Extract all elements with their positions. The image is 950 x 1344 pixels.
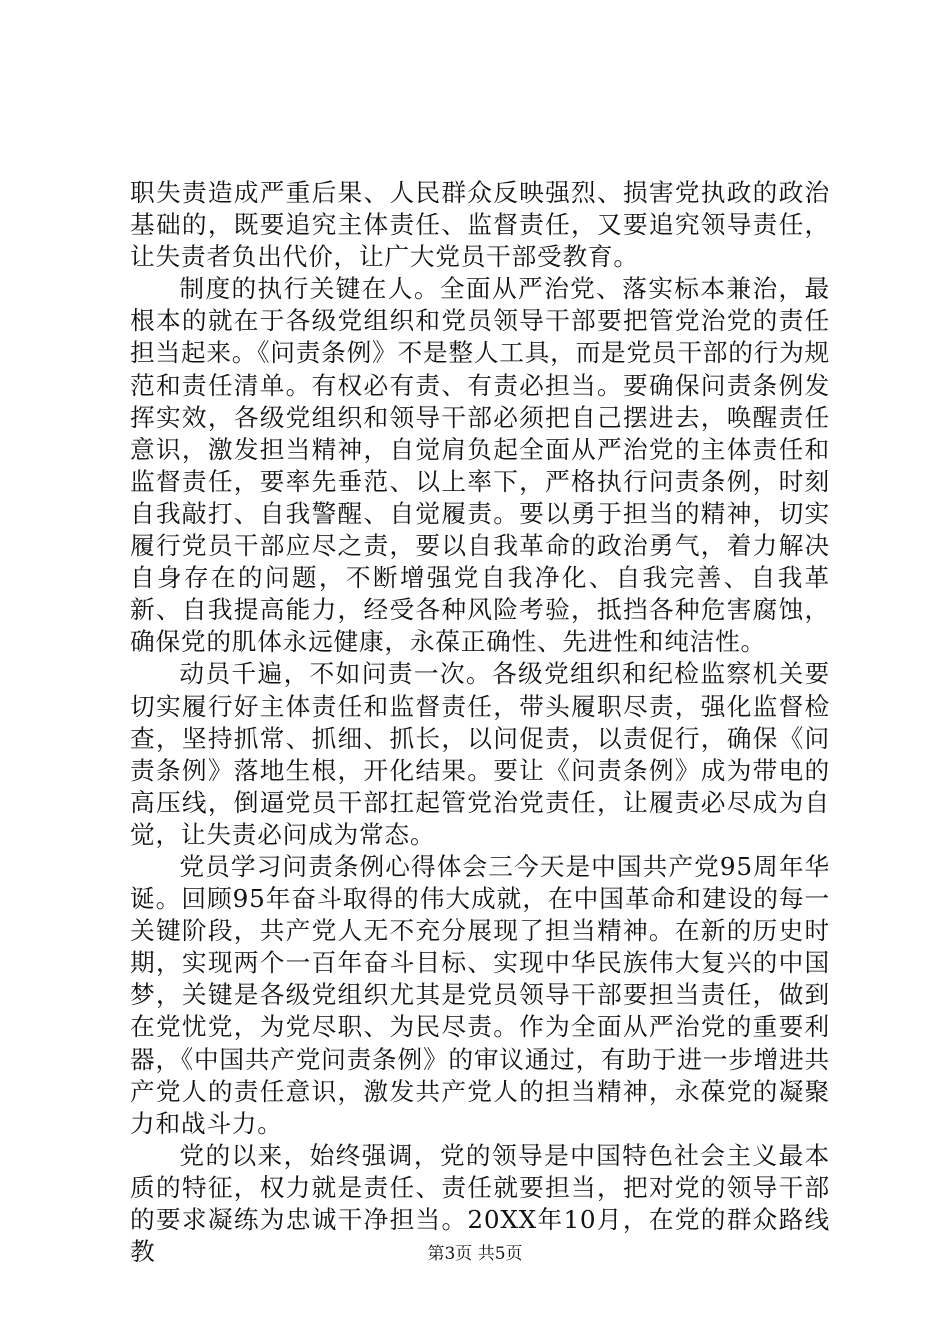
paragraph: 动员千遍，不如问责一次。各级党组织和纪检监察机关要切实履行好主体责任和监督责任，带头履职尽责，强化监督检查，坚持抓常、抓细、抓长，以问促责，以责促行，确保《问责条例》落地生根，开化结果。要让《问责条例》成为带电的高压线，倒逼党员干部扛起管党治党责任，让履责必尽成为自觉，让失责必问成为常态。 xyxy=(130,659,830,849)
paragraph: 制度的执行关键在人。全面从严治党、落实标本兼治，最根本的就在于各级党组织和党员领导干部要把管党治党的责任担当起来。《问责条例》不是整人工具，而是党员干部的行为规范和责任清单。有权必有责、有责必担当。要确保问责条例发挥实效，各级党组织和领导干部必须把自己摆进去，唤醒责任意识，激发担当精神，自觉肩负起全面从严治党的主体责任和监督责任，要率先垂范、以上率下，严格执行问责条例，时刻自我敲打、自我警醒、自觉履责。要以勇于担当的精神，切实履行党员干部应尽之责，要以自我革命的政治勇气，着力解决自身存在的问题，不断增强党自我净化、自我完善、自我革新、自我提高能力，经受各种风险考验，抵挡各种危害腐蚀，确保党的肌体永远健康，永葆正确性、先进性和纯洁性。 xyxy=(130,274,830,657)
paragraph: 党员学习问责条例心得体会三今天是中国共产党95周年华诞。回顾95年奋斗取得的伟大成就，在中国革命和建设的每一关键阶段，共产党人无不充分展现了担当精神。在新的历史时期，实现两个一百年奋斗目标、实现中华民族伟大复兴的中国梦，关键是各级党组织尤其是党员领导干部要担当责任，做到在党忧党，为党尽职、为民尽责。作为全面从严治党的重要利器，《中国共产党问责条例》的审议通过，有助于进一步增进共产党人的责任意识，激发共产党人的担当精神，永葆党的凝聚力和战斗力。 xyxy=(130,851,830,1138)
page-number-footer: 第3页 共5页 xyxy=(427,1244,523,1264)
document-body xyxy=(130,177,830,1268)
paragraph: 党的以来，始终强调，党的领导是中国特色社会主义最本质的特征，权力就是责任、责任就要担当，把对党的领导干部的要求凝练为忠诚干净担当。20XX年10月，在党的群众路线教 xyxy=(130,1140,830,1267)
paragraph: 职失责造成严重后果、人民群众反映强烈、损害党执政的政治基础的，既要追究主体责任、监督责任，又要追究领导责任，让失责者负出代价，让广大党员干部受教育。 xyxy=(130,178,830,272)
